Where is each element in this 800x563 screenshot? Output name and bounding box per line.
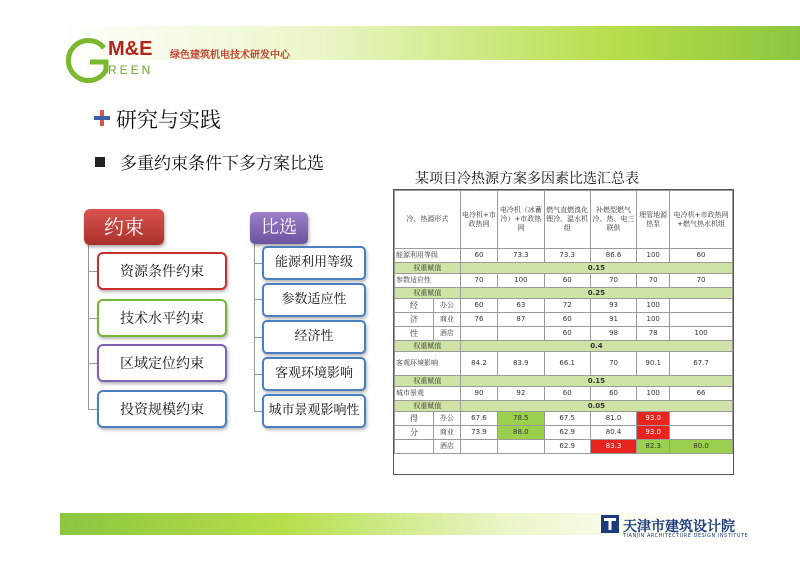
org-title: 绿色建筑机电技术研发中心 [170,50,290,61]
table-cell: 87 [498,313,544,327]
table-cell: 93.0 [637,426,670,440]
table-cell: 62.9 [544,440,590,454]
weight-label: 权重赋值 [395,263,461,274]
institute-logo-icon [601,515,619,533]
table-cell: 81.0 [590,412,636,426]
table-cell: 60 [544,327,590,341]
table-cell: 100 [637,299,670,313]
weight-row [395,341,733,352]
weight-value: 0.15 [460,263,732,274]
subtitle: 多重约束条件下多方案比选 [120,154,324,174]
institute-name-en: TIANJIN ARCHITECTURE DESIGN INSTITUTE [623,533,749,539]
weight-value: 0.05 [460,401,732,412]
table-cell: 60 [544,274,590,288]
table-cell: 72 [544,299,590,313]
table-cell: 70 [670,274,733,288]
table-cell: 83.9 [498,352,544,376]
section-title: 研究与实践 [116,108,221,132]
table-cell: 82.3 [637,440,670,454]
constraint-header: 约束 [84,209,164,245]
row-group-label: 分 [395,426,434,440]
table-cell: 100 [637,387,670,401]
header-cell: 燃气直燃溴化锂冷、温水机组 [544,191,590,249]
connector-line [88,409,97,410]
row-group-label: 济 [395,313,434,327]
table-cell: 66 [670,387,733,401]
table-cell: 100 [498,274,544,288]
table-cell: 60 [590,387,636,401]
table-cell: 100 [637,249,670,263]
weight-row [395,376,733,387]
constraint-technology: 技术水平约束 [97,299,227,337]
connector-line [88,271,97,272]
table-cell: 100 [670,327,733,341]
row-label: 酒店 [433,327,460,341]
row-group-label: 得 [395,412,434,426]
table-row [395,387,733,401]
table-cell [670,426,733,440]
table-cell: 90 [460,387,497,401]
table-cell: 60 [544,387,590,401]
constraint-investment: 投资规模约束 [97,390,227,428]
table-cell: 88.0 [498,426,544,440]
table-cell [460,327,497,341]
cross-bullet-icon [94,110,110,126]
connector-line [88,363,97,364]
green-g-logo-icon [64,36,112,86]
table-cell: 80.0 [670,440,733,454]
table-cell [670,412,733,426]
connector-line [254,337,262,338]
table-row [395,299,733,313]
table-cell: 60 [544,313,590,327]
comparison-header: 比选 [250,212,308,244]
row-group-label [395,440,434,454]
table-cell: 83.3 [590,440,636,454]
table-cell: 93 [590,299,636,313]
score-row [395,412,733,426]
table-cell: 86.6 [590,249,636,263]
table-cell: 91 [590,313,636,327]
header-cell: 补燃型燃气冷、热、电三联供 [590,191,636,249]
table-cell [670,299,733,313]
table-title: 某项目冷热源方案多因素比选汇总表 [415,171,639,187]
table-cell: 66.1 [544,352,590,376]
connector-line [254,411,262,412]
table-cell: 62.9 [544,426,590,440]
table-cell: 67.6 [460,412,497,426]
table-cell: 63 [498,299,544,313]
criterion-energy: 能源利用等级 [262,246,366,280]
connector-line [254,244,255,411]
table-cell: 67.5 [544,412,590,426]
logo-reen-text: REEN [108,63,154,77]
table-cell [460,440,497,454]
row-label: 商业 [433,426,460,440]
table-header-row [395,191,733,249]
table-cell: 70 [590,352,636,376]
table-cell: 78.5 [498,412,544,426]
table-cell: 100 [637,313,670,327]
row-label: 参数适应性 [395,274,461,288]
score-row [395,426,733,440]
table-cell [498,327,544,341]
weight-label: 权重赋值 [395,376,461,387]
header-cell: 电冷机+市政热网 [460,191,497,249]
weight-value: 0.4 [460,341,732,352]
connector-line [88,318,97,319]
criterion-economy: 经济性 [262,320,366,354]
weight-row [395,288,733,299]
table-cell [670,313,733,327]
table-cell: 80.4 [590,426,636,440]
table-cell: 70 [460,274,497,288]
table-cell: 84.2 [460,352,497,376]
row-label: 客观环境影响 [395,352,461,376]
row-label: 城市景观 [395,387,461,401]
weight-value: 0.25 [460,288,732,299]
table-cell: 60 [670,249,733,263]
weight-label: 权重赋值 [395,341,461,352]
table-cell: 67.7 [670,352,733,376]
logo-me-text: M&E [108,38,153,60]
connector-line [254,299,262,300]
table-cell: 60 [460,299,497,313]
table-cell: 73.3 [498,249,544,263]
table-row [395,274,733,288]
criterion-environment: 客观环境影响 [262,357,366,391]
row-label: 商业 [433,313,460,327]
header-cell: 埋管地源热泵 [637,191,670,249]
table-cell: 73.3 [544,249,590,263]
weight-row [395,263,733,274]
row-label: 酒店 [433,440,460,454]
row-label: 能源利用等级 [395,249,461,263]
table-cell: 60 [460,249,497,263]
row-group-label: 性 [395,327,434,341]
criterion-cityscape: 城市景观影响性 [262,394,366,428]
weight-label: 权重赋值 [395,401,461,412]
constraint-region: 区域定位约束 [97,344,227,382]
table-cell: 90.1 [637,352,670,376]
score-row [395,440,733,454]
table-cell: 73.9 [460,426,497,440]
weight-label: 权重赋值 [395,288,461,299]
constraint-resource: 资源条件约束 [97,252,227,290]
row-label: 办公 [433,412,460,426]
table-cell: 70 [637,274,670,288]
header-cell: 冷、热源形式 [395,191,461,249]
table-cell: 70 [590,274,636,288]
table-cell: 76 [460,313,497,327]
weight-value: 0.15 [460,376,732,387]
connector-line [254,263,262,264]
table-row [395,313,733,327]
weight-row [395,401,733,412]
row-group-label: 经 [395,299,434,313]
table-cell: 93.0 [637,412,670,426]
row-label: 办公 [433,299,460,313]
comparison-table [393,189,734,475]
header-cell: 电冷机+市政热网+燃气热水机组 [670,191,733,249]
criterion-adaptability: 参数适应性 [262,283,366,317]
connector-line [254,374,262,375]
square-bullet-icon [95,157,105,167]
table-cell: 78 [637,327,670,341]
table-row [395,327,733,341]
table-cell [498,440,544,454]
institute-name: 天津市建筑设计院 [623,519,735,535]
table-row [395,352,733,376]
table-cell: 98 [590,327,636,341]
header-cell: 电冷机（冰蓄冷）+市政热网 [498,191,544,249]
connector-line [88,245,89,410]
table-cell: 92 [498,387,544,401]
table-row [395,249,733,263]
